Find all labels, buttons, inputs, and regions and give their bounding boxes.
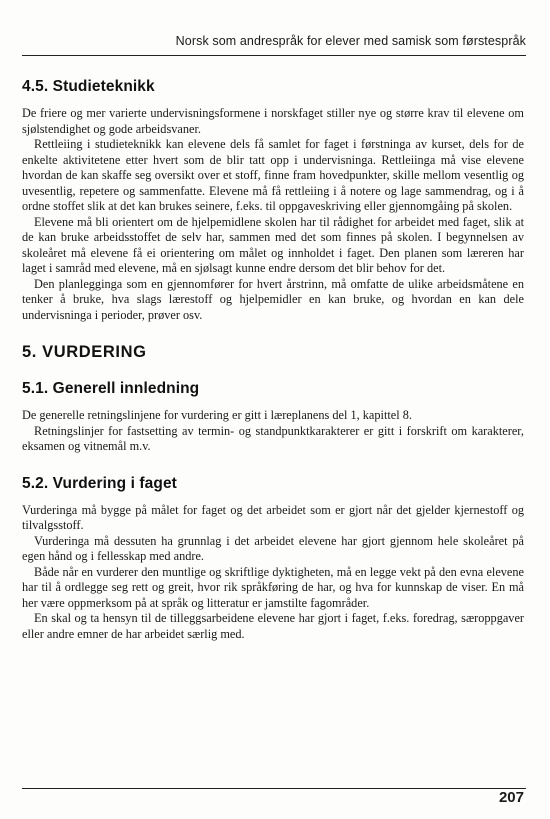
paragraph: Både når en vurderer den muntlige og skriftlige dyktigheten, må en legge vekt på den evna elevene har til å ordlegge seg rett og greit, hvor rik språkføring de har, og hva for kunnskap de viser. En må her være oppmerksom på at språk og litteratur er jamstilte fagområder. (22, 564, 524, 610)
paragraph: Retningslinjer for fastsetting av termin- og standpunktkarakterer er gitt i forskrift om karakterer, eksamen og vitnemål m.v. (22, 423, 524, 453)
paragraph: En skal og ta hensyn til de tilleggsarbeidene elevene har gjort i faget, f.eks. foredrag, særoppgaver eller andre emner de har arbeidet særlig med. (22, 611, 524, 641)
section-heading-4-5: 4.5. Studieteknikk (22, 78, 155, 95)
paragraph: Elevene må bli orientert om de hjelpemidlene skolen har til rådighet for arbeidet med faget, slik at de kan bruke arbeidsstoffet de selv har, sammen med det som finnes på skolen. I begynnelsen av skoleåret må elevene få ei orientering om målet og innholdet i faget. Den planen som læreren har laget i samråd med elevene, må en sjølsagt kunne endre dersom det blir behov for det. (22, 214, 524, 275)
section-heading-5-1: 5.1. Generell innledning (22, 380, 200, 397)
page-body (22, 68, 524, 642)
header-rule (22, 55, 526, 56)
section-heading-5-2: 5.2. Vurdering i faget (22, 474, 177, 492)
paragraph: Vurderinga må bygge på målet for faget og det arbeidet som er gjort når det gjelder kjernestoff og tilvalgsstoff. (22, 502, 524, 532)
paragraph: Den planlegginga som en gjennomfører for hvert årstrinn, må omfatte de ulike arbeidsmåtene en tenker å bruke, hva slags lærestoff og hjelpemidler en kan bruke, og hvordan en kan dele undervisninga i perioder, prøver osv. (22, 276, 524, 322)
running-header: Norsk som andrespråk for elever med samisk som førstespråk (175, 34, 526, 48)
paragraph: Vurderinga må dessuten ha grunnlag i det arbeidet elevene har gjort gjennom hele skoleåret på egen hånd og i fellesskap med andre. (22, 533, 524, 563)
chapter-heading-5: 5. VURDERING (22, 343, 147, 361)
paragraph: De generelle retningslinjene for vurdering er gitt i læreplanens del 1, kapittel 8. (22, 408, 412, 422)
page-number: 207 (498, 789, 524, 806)
footer-rule (22, 788, 526, 789)
paragraph: De friere og mer varierte undervisningsformene i norskfaget stiller nye og større krav til elevene om sjølstendighet og gode arbeidsvaner. (22, 106, 524, 136)
paragraph: Rettleiing i studieteknikk kan elevene dels få samlet for faget i førstninga av kurset, dels for de enkelte aktivitetene etter hvert som de blir tatt opp i undervisninga. Rettleiinga må vise elevene hvordan de kan skaffe seg oversikt over et stoff, finne fram hovedpunkter, skille mellom vesentlig og uvesentlig, repetere og sammenfatte. Elevene må få rettleiing i å notere og lage sammendrag, og i å ordne stoffet slik at det kan brukes seinere, f.eks. til oppgaveskriving eller gjennomgåing på skolen. (22, 137, 524, 213)
